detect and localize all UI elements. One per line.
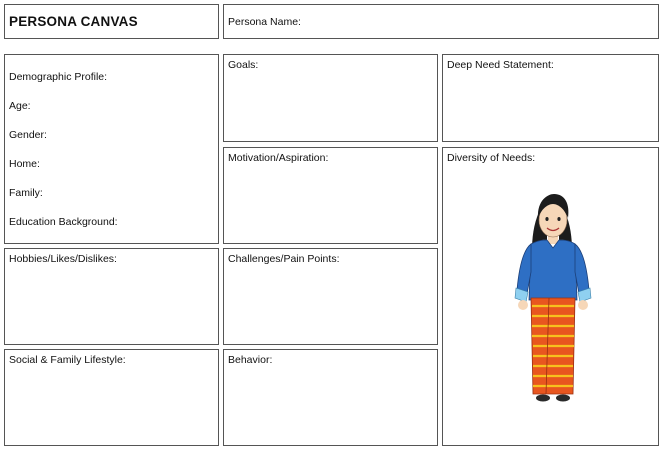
page-title: PERSONA CANVAS xyxy=(9,14,138,29)
goals-label: Goals: xyxy=(228,59,259,71)
social-family-lifestyle-label: Social & Family Lifestyle: xyxy=(9,354,126,366)
persona-woman-illustration xyxy=(513,190,593,412)
diversity-of-needs-box[interactable] xyxy=(442,147,659,446)
behavior-label: Behavior: xyxy=(228,354,273,366)
deep-need-statement-box[interactable] xyxy=(442,54,659,142)
gender-label: Gender: xyxy=(9,129,47,141)
goals-box[interactable] xyxy=(223,54,438,142)
motivation-label: Motivation/Aspiration: xyxy=(228,152,329,164)
education-background-label: Education Background: xyxy=(9,216,118,228)
behavior-box[interactable] xyxy=(223,349,438,446)
hobbies-label: Hobbies/Likes/Dislikes: xyxy=(9,253,117,265)
persona-name-label: Persona Name: xyxy=(228,16,301,28)
social-family-lifestyle-box[interactable] xyxy=(4,349,219,446)
diversity-of-needs-label: Diversity of Needs: xyxy=(447,152,536,164)
challenges-label: Challenges/Pain Points: xyxy=(228,253,340,265)
deep-need-statement-label: Deep Need Statement: xyxy=(447,59,554,71)
age-label: Age: xyxy=(9,100,31,112)
demographic-profile-box[interactable] xyxy=(4,54,219,244)
home-label: Home: xyxy=(9,158,40,170)
family-label: Family: xyxy=(9,187,43,199)
demographic-profile-heading: Demographic Profile: xyxy=(9,71,108,83)
persona-name-box[interactable] xyxy=(223,4,659,39)
title-box xyxy=(4,4,219,39)
hobbies-box[interactable] xyxy=(4,248,219,345)
motivation-box[interactable] xyxy=(223,147,438,244)
challenges-box[interactable] xyxy=(223,248,438,345)
